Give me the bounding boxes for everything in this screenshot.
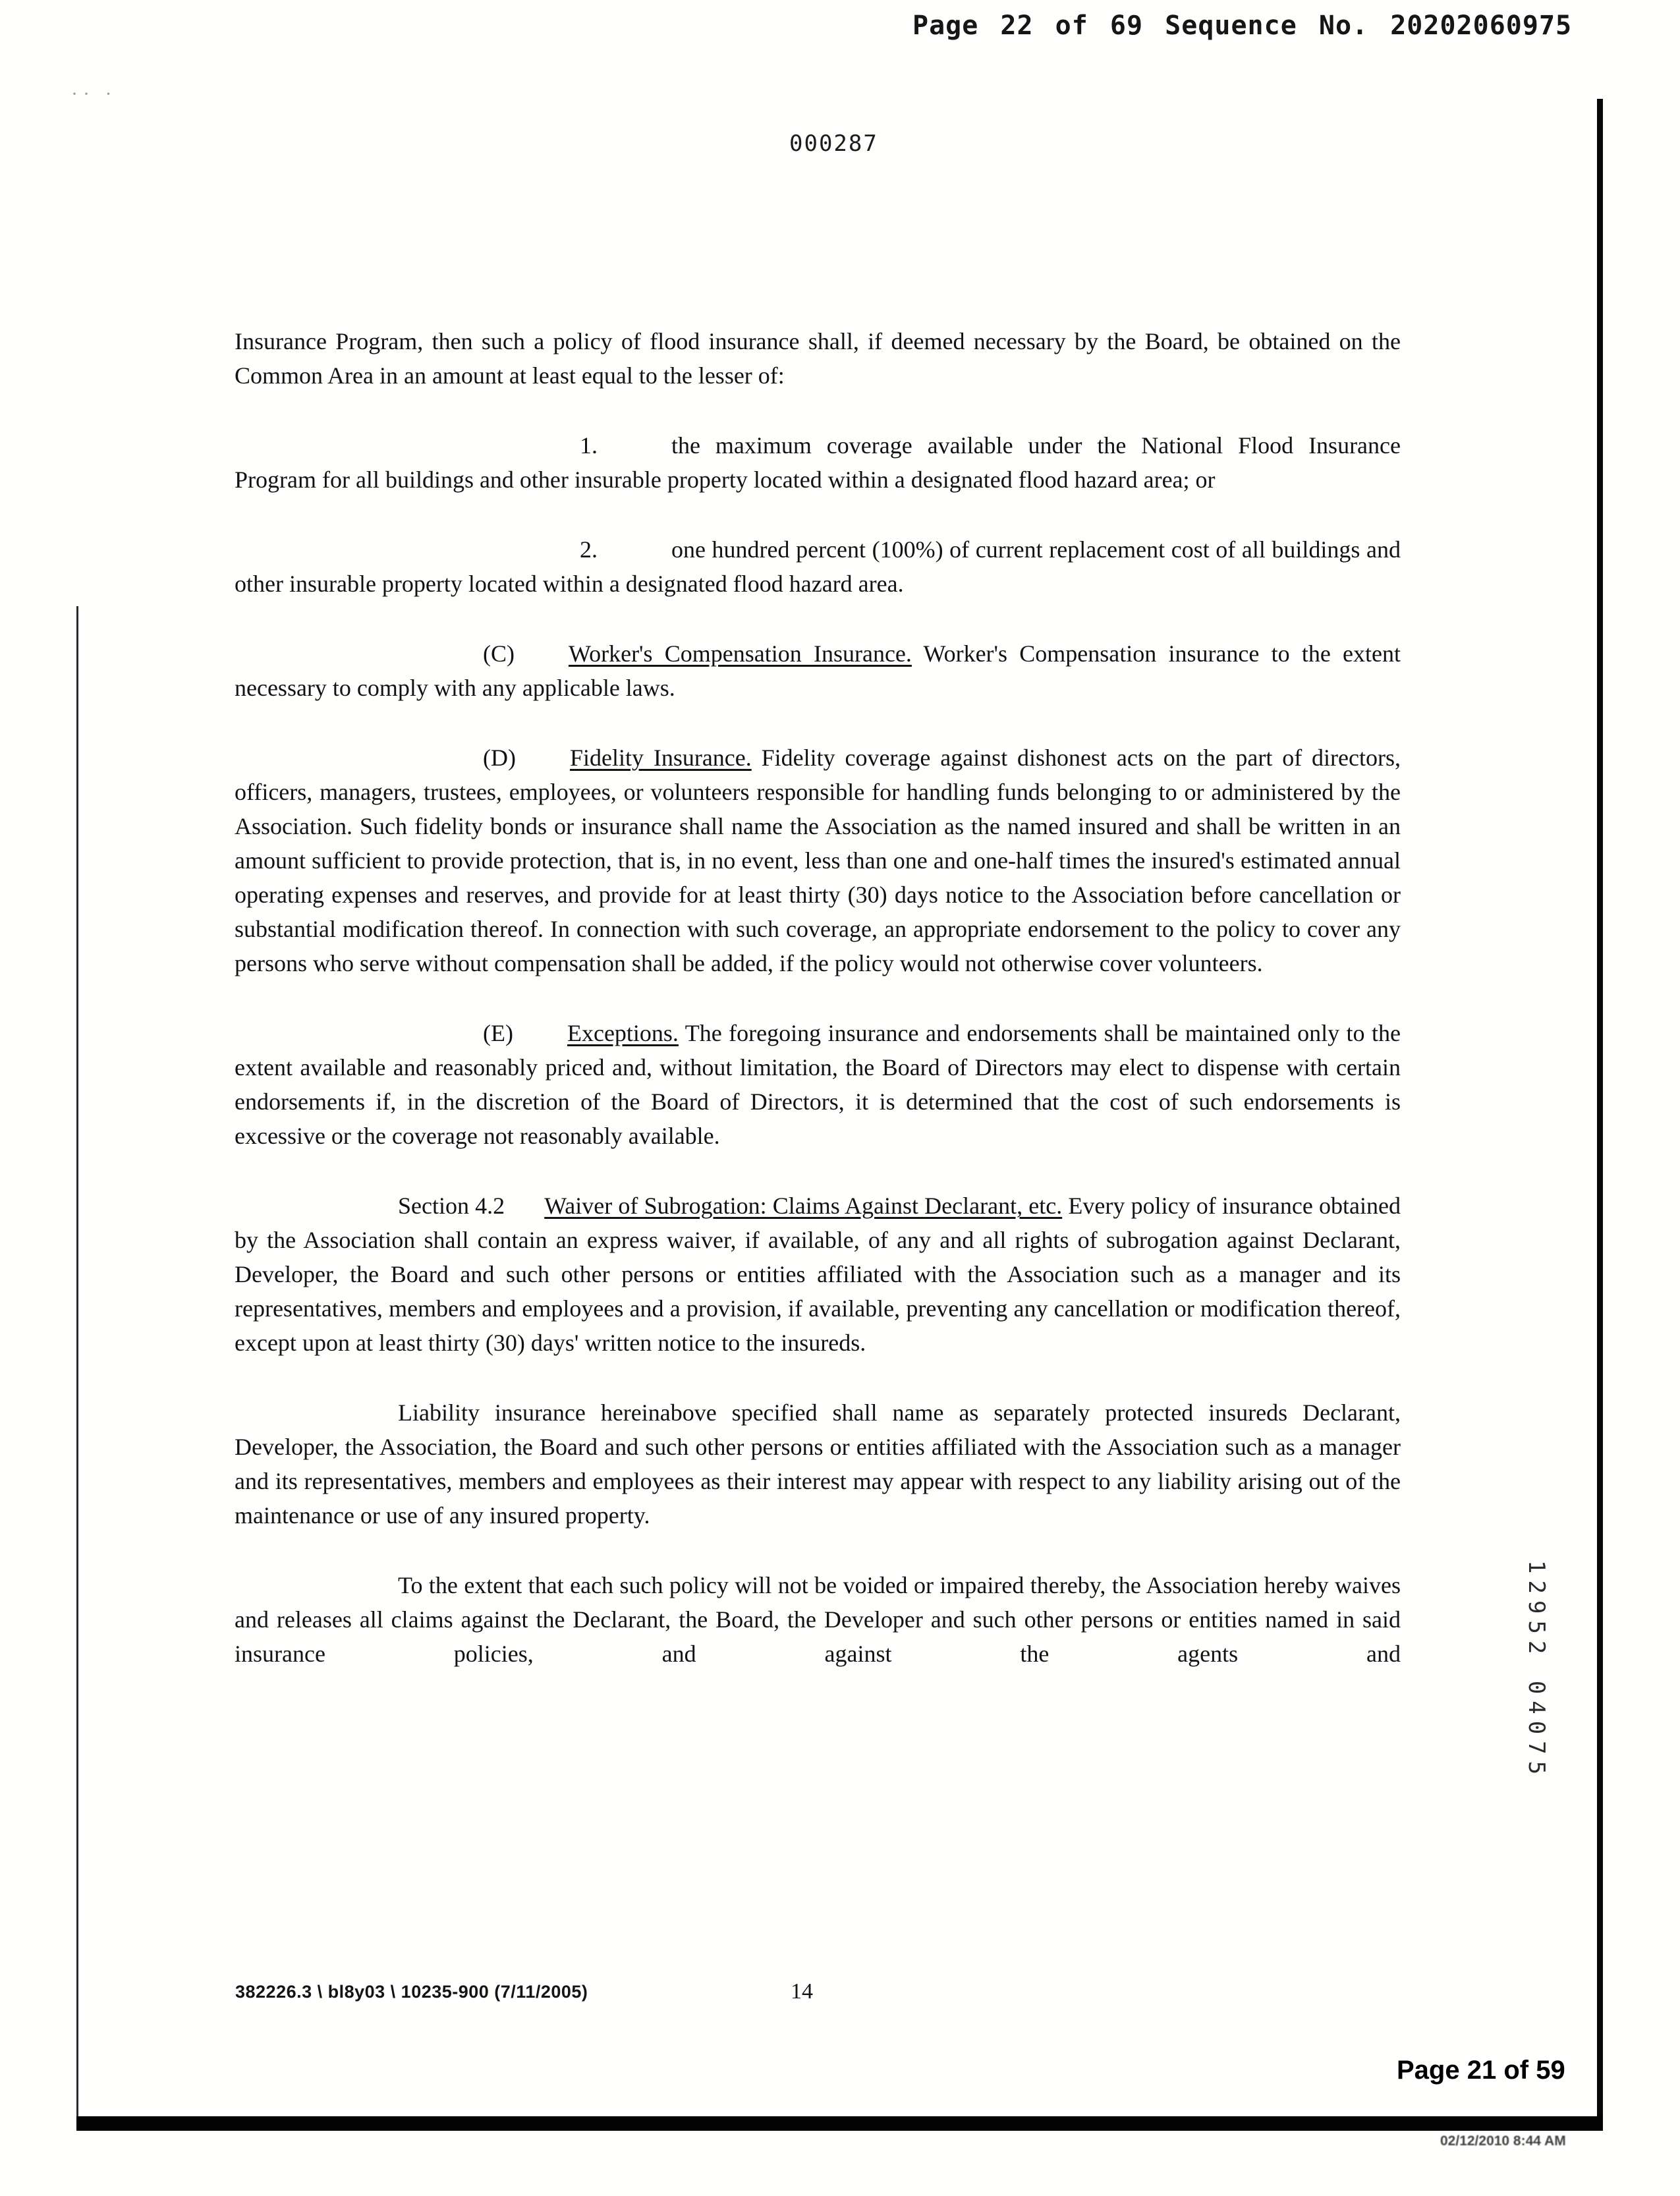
scan-edge-line-left — [76, 606, 78, 2116]
clause-text-exceptions: The foregoing insurance and endorsements shall be maintained only to the extent available and reasonably priced and, without limitation, the Board of Directors may elect to dispense with certain endorsements if, in the discretion of the Board of Directors, it is determined that the cost of such endorsements is excessive or the coverage not reasonably available. — [235, 1020, 1401, 1149]
scan-artifact-marks: ·· · — [71, 83, 117, 105]
paragraph-liability-insurance: Liability insurance hereinabove specified shall name as separately protected insureds Declarant, Developer, the Association, the Board and such other persons or entities affiliated with the Association such as a manager and its representatives, members and employees as their interest may appear with respect to any liability arising out of the maintenance or use of any insured property. — [235, 1399, 1401, 1529]
clause-title-fidelity-insurance: Fidelity Insurance. — [569, 745, 752, 771]
paragraph-section-4-2 — [235, 1189, 1401, 1360]
footer-scan-timestamp: 02/12/2010 8:44 AM — [1440, 2133, 1566, 2149]
list-item-1-text: the maximum coverage available under the National Flood Insurance Program for all buildings and other insurable property located within a designated flood hazard area; or — [235, 432, 1401, 493]
margin-recording-code: 12952 04075 — [1523, 1560, 1550, 1782]
paragraph-workers-compensation — [235, 636, 1401, 705]
section-text-waiver-of-subrogation: Every policy of insurance obtained by the Association shall contain an express waiver, if available, of any and all rights of subrogation against Declarant, Developer, the Board and such other persons or entities affiliated with the Association such as a manager and its representatives, members and employees and a provision, if available, preventing any cancellation or modification thereof, except upon at least thirty (30) days' written notice to the insureds. — [235, 1193, 1401, 1356]
list-item-2-number: 2. — [580, 536, 598, 563]
scan-edge-line-right — [1597, 99, 1603, 2129]
clause-title-workers-compensation: Worker's Compensation Insurance. — [569, 640, 912, 667]
footer-page-number: 14 — [791, 1979, 813, 2004]
clause-label-d: (D) — [483, 745, 516, 771]
paragraph-waiver-of-claims: To the extent that each such policy will not be voided or impaired thereby, the Association hereby waives and releases all claims against the Declarant, the Board, the Developer and such other persons or entities named in said insurance policies, and against the agents and — [235, 1572, 1401, 1667]
list-item-1-number: 1. — [580, 432, 598, 459]
clause-text-fidelity-insurance: Fidelity coverage against dishonest acts on the part of directors, officers, managers, trustees, employees, or volunteers responsible for handling funds belonging to or administered by the Association. Such fidelity bonds or insurance shall name the Association as the named insured and shall be written in an amount sufficient to provide protection, that is, in no event, less than one and one-half times the insured's estimated annual operating expenses and reserves, and provide for at least thirty (30) days notice to the Association before cancellation or substantial modification thereof. In connection with such coverage, an appropriate endorsement to the policy to cover any persons who serve without compensation shall be added, if the policy would not otherwise cover volunteers. — [235, 745, 1401, 976]
scan-edge-bar-bottom — [76, 2116, 1603, 2131]
paragraph-flood-intro: Insurance Program, then such a policy of flood insurance shall, if deemed necessary by the Board, be obtained on the Common Area in an amount at least equal to the lesser of: — [235, 328, 1401, 389]
list-item-2 — [235, 532, 1401, 601]
header-page-sequence: Page 22 of 69 Sequence No. 20202060975 — [912, 11, 1573, 41]
paragraph-fidelity-insurance — [235, 741, 1401, 980]
footer-page-indicator: Page 21 of 59 — [1397, 2056, 1565, 2085]
clause-title-exceptions: Exceptions. — [567, 1020, 679, 1046]
section-label: Section 4.2 — [398, 1193, 505, 1219]
section-title-waiver-of-subrogation: Waiver of Subrogation: Claims Against Declarant, etc. — [544, 1193, 1063, 1219]
stamp-number: 000287 — [789, 130, 878, 157]
paragraph-exceptions — [235, 1016, 1401, 1153]
list-item-1 — [235, 428, 1401, 497]
clause-text-workers-compensation: Worker's Compensation insurance to the extent necessary to comply with any applicable laws. — [235, 640, 1401, 701]
clause-label-e: (E) — [483, 1020, 513, 1046]
clause-label-c: (C) — [483, 640, 515, 667]
list-item-2-text: one hundred percent (100%) of current replacement cost of all buildings and other insurable property located within a designated flood hazard area. — [235, 536, 1401, 597]
document-body — [235, 324, 1401, 1706]
footer-document-reference: 382226.3 \ bl8y03 \ 10235-900 (7/11/2005) — [235, 1982, 588, 2002]
